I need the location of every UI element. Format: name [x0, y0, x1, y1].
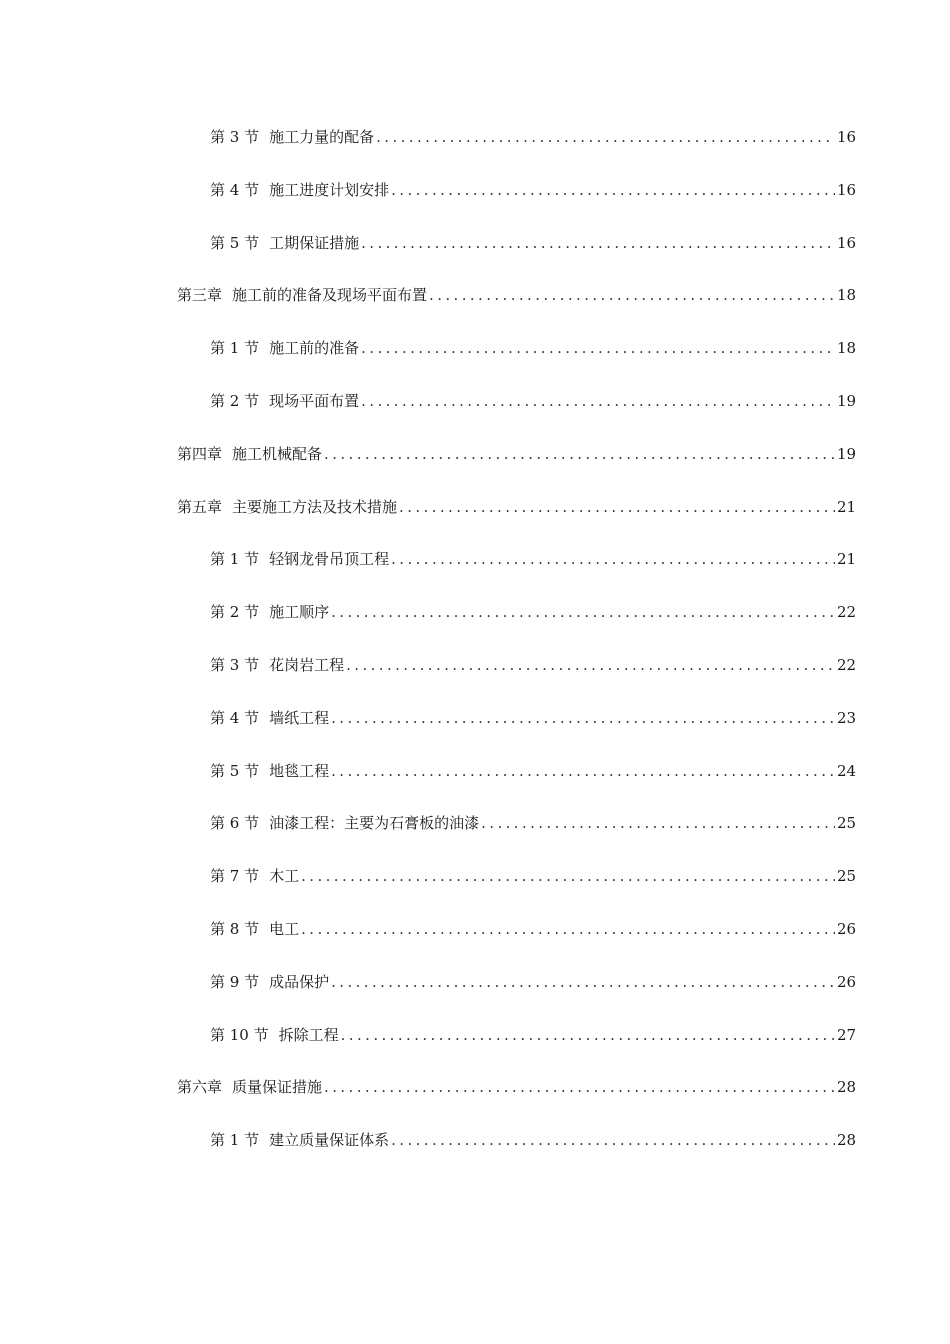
toc-entry-title: 拆除工程 — [278, 1025, 339, 1044]
toc-dot-leader — [346, 650, 835, 680]
toc-entry[interactable] — [0, 967, 950, 1020]
toc-dot-leader — [481, 808, 835, 838]
toc-entry[interactable] — [0, 1125, 950, 1178]
toc-entry[interactable] — [0, 544, 950, 597]
toc-entry-title: 质量保证措施 — [232, 1078, 323, 1097]
toc-entry-page: 16 — [837, 180, 857, 199]
toc-entry-page: 24 — [837, 761, 857, 780]
toc-entry-page: 19 — [837, 444, 857, 463]
toc-entry-title: 成品保护 — [269, 972, 330, 991]
toc-entry-number: 第 1 节 — [210, 339, 260, 358]
toc-entry-title: 工期保证措施 — [269, 233, 360, 252]
toc-entry[interactable] — [0, 914, 950, 967]
toc-dot-leader — [331, 597, 835, 627]
toc-entry-title: 施工顺序 — [269, 603, 330, 622]
toc-entry[interactable] — [0, 386, 950, 439]
toc-dot-leader — [341, 1020, 835, 1050]
toc-entry-number: 第四章 — [177, 444, 223, 463]
toc-entry-number: 第 4 节 — [210, 708, 260, 727]
toc-entry-number: 第 2 节 — [210, 391, 260, 410]
toc-entry-page: 26 — [837, 972, 857, 991]
toc-entry-number: 第 9 节 — [210, 972, 260, 991]
toc-entry[interactable] — [0, 756, 950, 809]
toc-dot-leader — [399, 492, 835, 522]
toc-entry-title: 施工前的准备 — [269, 339, 360, 358]
toc-entry[interactable] — [0, 228, 950, 281]
toc-dot-leader — [429, 280, 835, 310]
toc-entry[interactable] — [0, 650, 950, 703]
toc-entry-page: 18 — [837, 286, 857, 305]
toc-dot-leader — [361, 333, 835, 363]
toc-entry[interactable] — [0, 333, 950, 386]
toc-entry-page: 25 — [837, 814, 857, 833]
toc-entry-title: 地毯工程 — [269, 761, 330, 780]
toc-entry-title: 油漆工程：主要为石膏板的油漆 — [269, 814, 480, 833]
toc-entry-title: 施工进度计划安排 — [269, 180, 390, 199]
toc-entry-number: 第 4 节 — [210, 180, 260, 199]
toc-dot-leader — [391, 175, 835, 205]
toc-entry-page: 28 — [837, 1078, 857, 1097]
toc-entry-page: 22 — [837, 603, 857, 622]
toc-entry-title: 施工前的准备及现场平面布置 — [232, 286, 428, 305]
toc-dot-leader — [331, 756, 835, 786]
toc-entry-page: 25 — [837, 867, 857, 886]
toc-dot-leader — [324, 1072, 835, 1102]
toc-entry-title: 电工 — [269, 919, 300, 938]
toc-entry-number: 第 8 节 — [210, 919, 260, 938]
toc-entry-page: 18 — [837, 339, 857, 358]
toc-entry-page: 23 — [837, 708, 857, 727]
toc-dot-leader — [361, 228, 835, 258]
toc-entry-number: 第 7 节 — [210, 867, 260, 886]
toc-entry-title: 木工 — [269, 867, 300, 886]
toc-entry[interactable] — [0, 175, 950, 228]
toc-dot-leader — [324, 439, 835, 469]
toc-dot-leader — [301, 861, 835, 891]
toc-entry-number: 第 1 节 — [210, 550, 260, 569]
toc-entry-page: 21 — [837, 497, 857, 516]
toc-entry[interactable] — [0, 861, 950, 914]
toc-entry-number: 第五章 — [177, 497, 223, 516]
toc-entry-title: 建立质量保证体系 — [269, 1131, 390, 1150]
toc-entry[interactable] — [0, 280, 950, 333]
toc-entry[interactable] — [0, 703, 950, 756]
toc-entry-page: 28 — [837, 1131, 857, 1150]
toc-entry-number: 第 5 节 — [210, 761, 260, 780]
table-of-contents — [0, 122, 950, 1178]
toc-entry-title: 轻钢龙骨吊顶工程 — [269, 550, 390, 569]
toc-entry-title: 施工力量的配备 — [269, 128, 375, 146]
toc-entry[interactable] — [0, 122, 950, 175]
toc-entry-page: 16 — [837, 128, 857, 146]
toc-entry-page: 19 — [837, 391, 857, 410]
toc-entry-number: 第六章 — [177, 1078, 223, 1097]
toc-dot-leader — [331, 703, 835, 733]
toc-entry-page: 27 — [837, 1025, 857, 1044]
toc-entry[interactable] — [0, 1072, 950, 1125]
toc-entry-page: 21 — [837, 550, 857, 569]
toc-entry-title: 墙纸工程 — [269, 708, 330, 727]
toc-entry[interactable] — [0, 1020, 950, 1073]
toc-entry-title: 花岗岩工程 — [269, 655, 345, 674]
toc-entry-number: 第 1 节 — [210, 1131, 260, 1150]
toc-entry-number: 第 3 节 — [210, 655, 260, 674]
toc-entry-number: 第 10 节 — [210, 1025, 269, 1044]
toc-entry[interactable] — [0, 597, 950, 650]
toc-entry-title: 施工机械配备 — [232, 444, 323, 463]
toc-entry-page: 26 — [837, 919, 857, 938]
toc-entry[interactable] — [0, 492, 950, 545]
toc-entry-title: 现场平面布置 — [269, 391, 360, 410]
toc-dot-leader — [391, 1125, 835, 1155]
toc-entry-number: 第 5 节 — [210, 233, 260, 252]
toc-dot-leader — [376, 122, 835, 152]
toc-dot-leader — [391, 544, 835, 574]
toc-entry-number: 第 6 节 — [210, 814, 260, 833]
toc-entry-page: 22 — [837, 655, 857, 674]
toc-dot-leader — [331, 967, 835, 997]
toc-dot-leader — [361, 386, 835, 416]
toc-entry-number: 第三章 — [177, 286, 223, 305]
toc-entry-number: 第 3 节 — [210, 128, 260, 146]
toc-entry-page: 16 — [837, 233, 857, 252]
toc-entry-number: 第 2 节 — [210, 603, 260, 622]
toc-dot-leader — [301, 914, 835, 944]
toc-entry-title: 主要施工方法及技术措施 — [232, 497, 398, 516]
toc-entry[interactable] — [0, 439, 950, 492]
toc-entry[interactable] — [0, 808, 950, 861]
